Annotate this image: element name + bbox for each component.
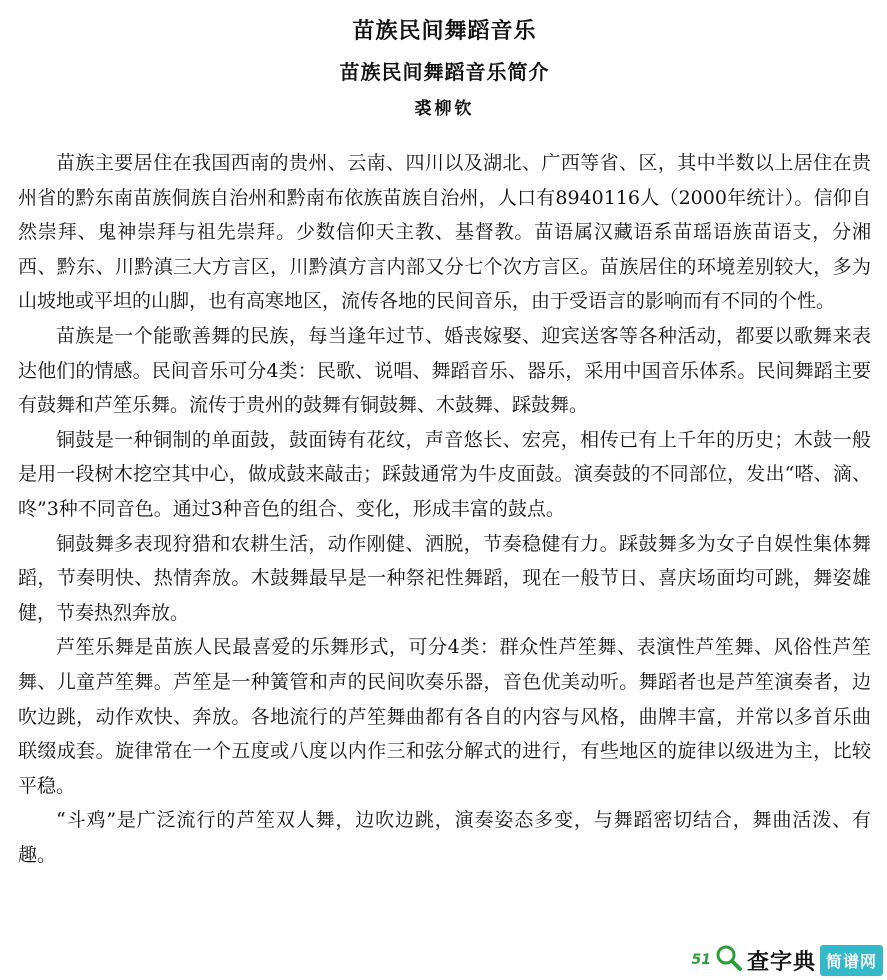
document-body bbox=[18, 146, 871, 872]
site-watermark bbox=[691, 942, 883, 978]
paragraph: 苗族是一个能歌善舞的民族，每当逢年过节、婚丧嫁娶、迎宾送客等各种活动，都要以歌舞来表达他们的情感。民间音乐可分4类：民歌、说唱、舞蹈音乐、器乐，采用中国音乐体系。民间舞蹈主要有鼓舞和芦笙乐舞。流传于贵州的鼓舞有铜鼓舞、木鼓舞、踩鼓舞。 bbox=[18, 324, 871, 417]
paragraph: 芦笙乐舞是苗族人民最喜爱的乐舞形式，可分4类：群众性芦笙舞、表演性芦笙舞、风俗性芦笙舞、儿童芦笙舞。芦笙是一种簧管和声的民间吹奏乐器，音色优美动听。舞蹈者也是芦笙演奏者，边吹边跳，动作欢快、奔放。各地流行的芦笙舞曲都有各自的内容与风格，曲牌丰富，并常以多首乐曲联缀成套。旋律常在一个五度或八度以内作三和弦分解式的进行，有些地区的旋律以级进为主，比较平稳。 bbox=[18, 636, 871, 797]
watermark-mark: 51 bbox=[691, 952, 711, 968]
paragraph: 铜鼓舞多表现狩猎和农耕生活，动作刚健、洒脱，节奏稳健有力。踩鼓舞多为女子自娱性集体舞蹈，节奏明快、热情奔放。木鼓舞最早是一种祭祀性舞蹈，现在一般节日、喜庆场面均可跳，舞姿雄健，节奏热烈奔放。 bbox=[18, 532, 871, 624]
paragraph: “斗鸡”是广泛流行的芦笙双人舞，边吹边跳，演奏姿态多变，与舞蹈密切结合，舞曲活泼、有趣。 bbox=[18, 809, 871, 866]
document-author: 裘柳钦 bbox=[414, 99, 475, 119]
magnifier-logo-icon bbox=[715, 944, 743, 976]
document-title: 苗族民间舞蹈音乐 bbox=[352, 19, 537, 44]
document-subtitle: 苗族民间舞蹈音乐简介 bbox=[339, 60, 550, 84]
paragraph: 铜鼓是一种铜制的单面鼓，鼓面铸有花纹，声音悠长、宏亮，相传已有上千年的历史；木鼓一般是用一段树木挖空其中心，做成鼓来敲击；踩鼓通常为牛皮面鼓。演奏鼓的不同部位，发出“嗒、滴、咚”3种不同音色。通过3种音色的组合、变化，形成丰富的鼓点。 bbox=[18, 428, 871, 520]
watermark-site-name: 查字典 bbox=[746, 949, 816, 975]
paragraph: 苗族主要居住在我国西南的贵州、云南、四川以及湖北、广西等省、区，其中半数以上居住在贵州省的黔东南苗族侗族自治州和黔南布依族苗族自治州，人口有8940116人（2000年统计）。信仰自然崇拜、鬼神崇拜与祖先崇拜。少数信仰天主教、基督教。苗语属汉藏语系苗瑶语族苗语支，分湘西、黔东、川黔滇三大方言区，川黔滇方言内部又分七个次方言区。苗族居住的环境差别较大，多为山坡地或平坦的山脚，也有高寒地区，流传各地的民间音乐，由于受语言的影响而有不同的个性。 bbox=[18, 152, 871, 313]
watermark-badge: 简谱网 bbox=[820, 945, 883, 976]
